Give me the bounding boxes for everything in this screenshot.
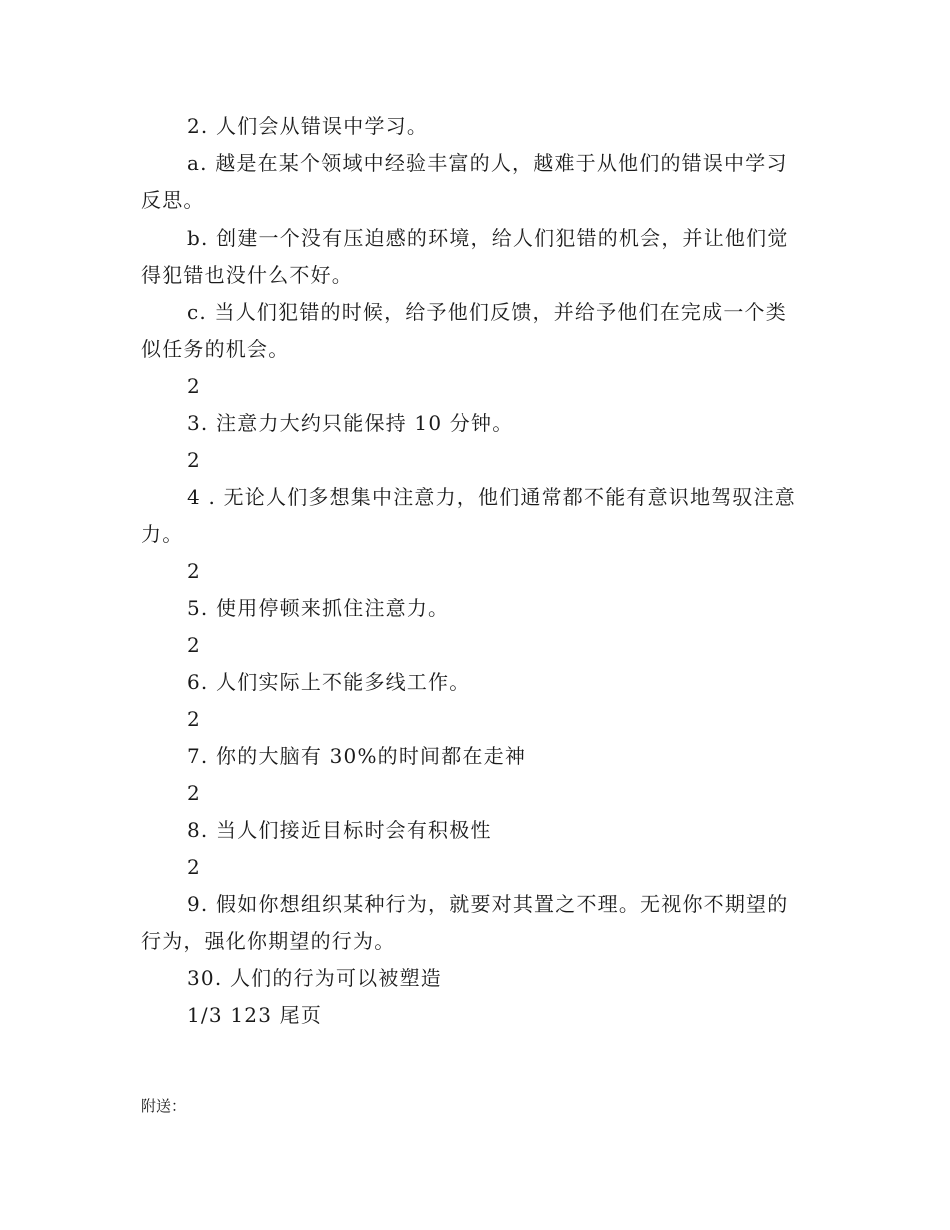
footer-note: 附送：: [141, 1097, 187, 1115]
text-line: 2. 人们会从错误中学习。: [187, 114, 429, 138]
text-line: b. 创建一个没有压迫感的环境，给人们犯错的机会，并让他们觉: [187, 226, 789, 250]
text-line: 2: [187, 781, 201, 805]
text-line: 得犯错也没什么不好。: [141, 263, 353, 287]
text-line: 6. 人们实际上不能多线工作。: [187, 670, 471, 694]
text-line: 3. 注意力大约只能保持 10 分钟。: [187, 411, 514, 435]
text-line: 行为，强化你期望的行为。: [141, 929, 396, 953]
text-line: 2: [187, 559, 201, 583]
text-line: 7. 你的大脑有 30%的时间都在走神: [187, 744, 527, 768]
text-line: 2: [187, 448, 201, 472]
text-line: 2: [187, 707, 201, 731]
text-line: 2: [187, 374, 201, 398]
text-line: 8. 当人们接近目标时会有积极性: [187, 818, 492, 842]
text-line: 2: [187, 633, 201, 657]
text-line: 30. 人们的行为可以被塑造: [187, 966, 442, 990]
text-line: 力。: [141, 522, 184, 546]
page-indicator: 1/3 123 尾页: [187, 1003, 323, 1027]
text-line: 5. 使用停顿来抓住注意力。: [187, 596, 450, 620]
text-line: a. 越是在某个领域中经验丰富的人，越难于从他们的错误中学习: [187, 151, 788, 175]
text-line: c. 当人们犯错的时候，给予他们反馈，并给予他们在完成一个类: [187, 300, 787, 324]
text-line: 似任务的机会。: [141, 337, 290, 361]
text-line: 9. 假如你想组织某种行为，就要对其置之不理。无视你不期望的: [187, 892, 789, 916]
text-line: 4 . 无论人们多想集中注意力，他们通常都不能有意识地驾驭注意: [187, 485, 796, 509]
text-line: 2: [187, 855, 201, 879]
text-line: 反思。: [141, 188, 205, 212]
